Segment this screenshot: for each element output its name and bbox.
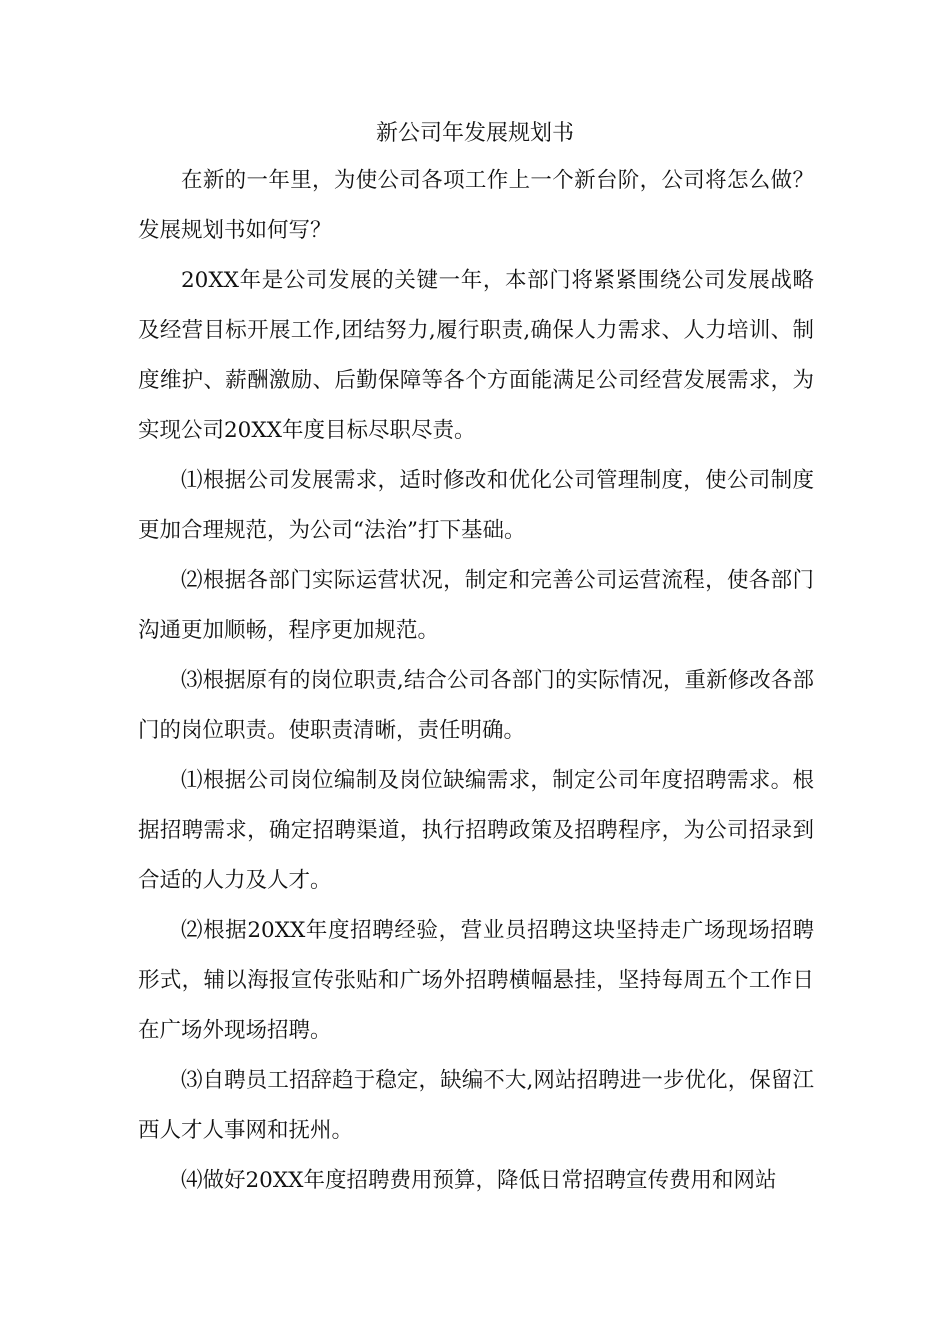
paragraph-item: ⑵根据各部门实际运营状况，制定和完善公司运营流程，使各部门沟通更加顺畅，程序更加规范。 (138, 568, 814, 643)
paragraph-item: ⑴根据公司岗位编制及岗位缺编需求，制定公司年度招聘需求。根据招聘需求，确定招聘渠道，执行招聘政策及招聘程序，为公司招录到合适的人力及人才。 (138, 768, 814, 893)
paragraph-item: ⑶根据原有的岗位职责,结合公司各部门的实际情况，重新修改各部门的岗位职责。使职责清晰，责任明确。 (138, 668, 814, 743)
paragraph-item: ⑴根据公司发展需求，适时修改和优化公司管理制度，使公司制度更加合理规范，为公司“法治”打下基础。 (138, 468, 814, 543)
paragraph-overview: 20XX年是公司发展的关键一年，本部门将紧紧围绕公司发展战略及经营目标开展工作,团结努力,履行职责,确保人力需求、人力培训、制度维护、薪酬激励、后勤保障等各个方面能满足公司经营发展需求，为实现公司20XX年度目标尽职尽责。 (138, 268, 814, 443)
paragraph-item: ⑶自聘员工招辞趋于稳定，缺编不大,网站招聘进一步优化，保留江西人才人事网和抚州。 (138, 1068, 814, 1143)
paragraph-item: ⑷做好20XX年度招聘费用预算，降低日常招聘宣传费用和网站 (181, 1168, 777, 1193)
paragraph-intro: 在新的一年里，为使公司各项工作上一个新台阶，公司将怎么做？发展规划书如何写？ (138, 168, 814, 243)
document-title: 新公司年发展规划书 (375, 121, 574, 146)
paragraph-item: ⑵根据20XX年度招聘经验，营业员招聘这块坚持走广场现场招聘形式，辅以海报宣传张贴和广场外招聘横幅悬挂，坚持每周五个工作日在广场外现场招聘。 (138, 918, 814, 1043)
